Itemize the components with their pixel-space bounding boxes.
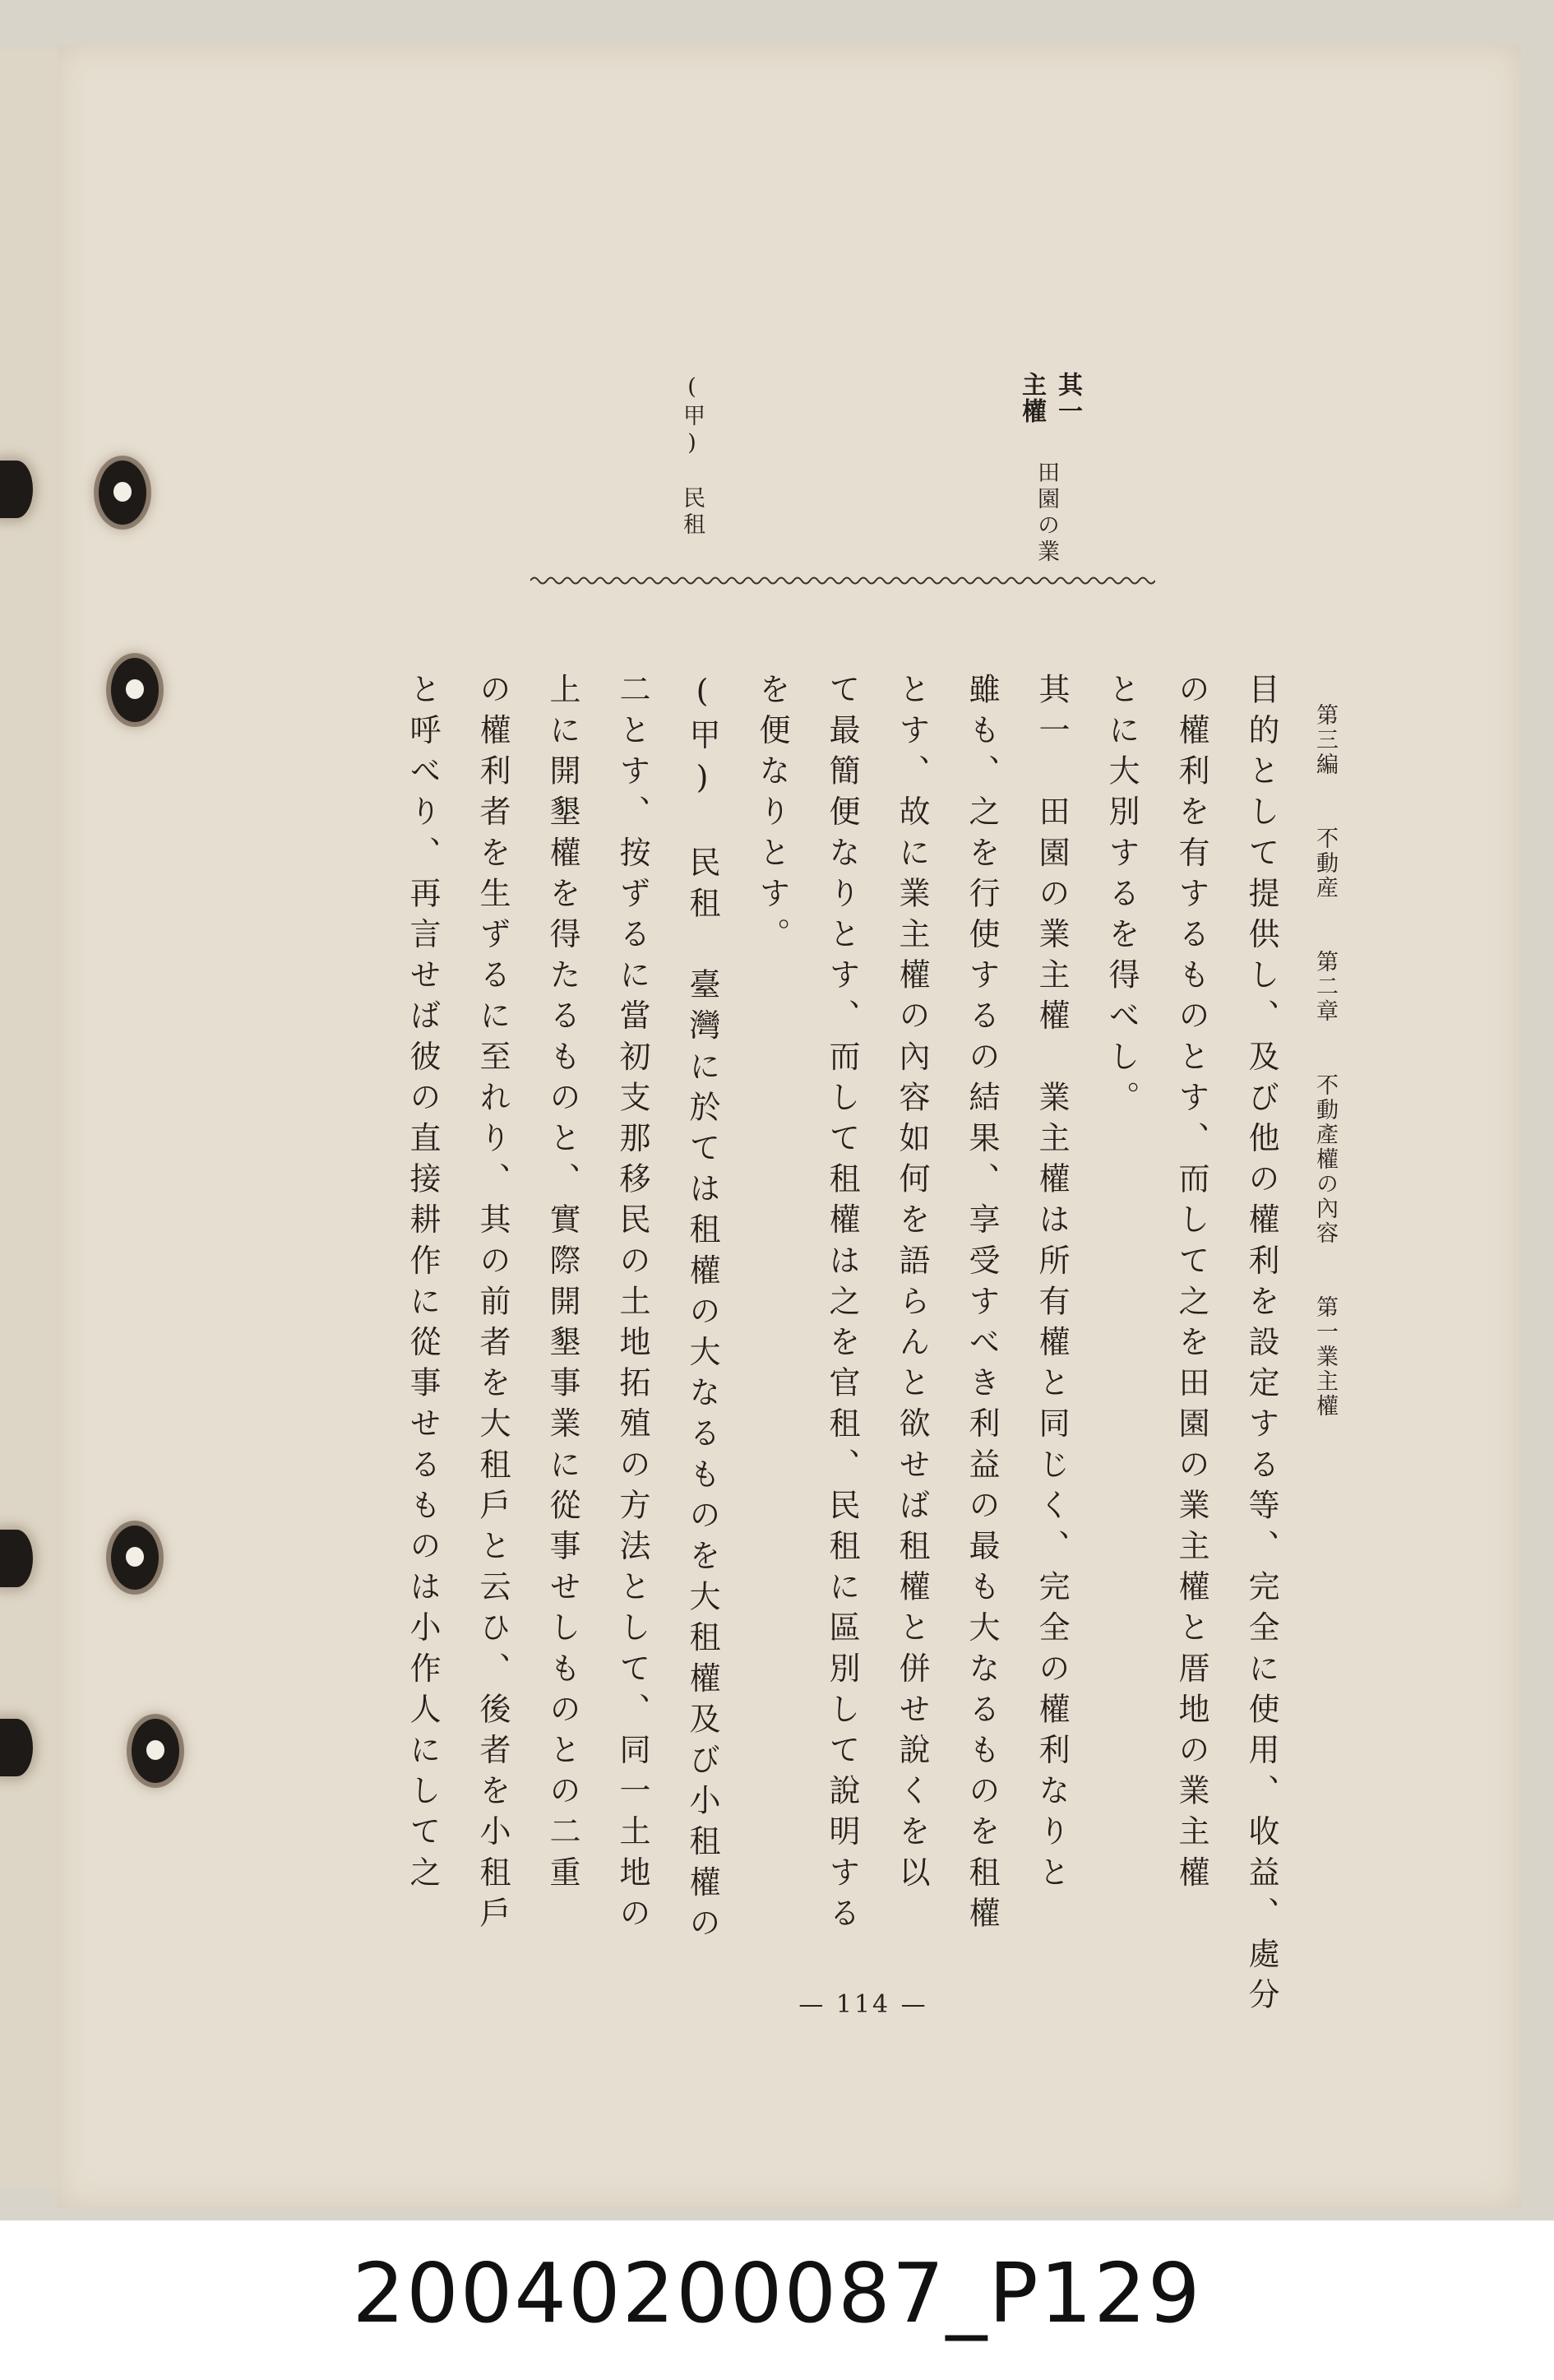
running-header	[1309, 703, 1341, 1419]
body-line: 雖も、之を行使するの結果、享受すべき利益の最も大なるものを租權	[964, 673, 1000, 1938]
body-line: (甲) 民租 臺灣に於ては租權の大なるものを大租權及び小租權の	[684, 673, 720, 1947]
punch-hole	[0, 461, 33, 518]
margin-section-subtitle: 田園の業	[1034, 461, 1059, 566]
body-line: と呼べり、再言せば彼の直接耕作に從事せるものは小作人にして之	[405, 673, 441, 1896]
punch-hole	[0, 1530, 33, 1587]
punch-hole	[99, 461, 146, 525]
header-chapter: 第二章	[1312, 950, 1338, 1024]
margin-subsection: (甲) 民租	[679, 374, 705, 539]
wavy-divider	[530, 573, 1155, 588]
file-id-caption: 20040200087_P129	[352, 2245, 1202, 2341]
margin-section-title: 其一 主權	[1017, 372, 1082, 424]
body-line: を便なりとす。	[754, 673, 790, 959]
document-page	[58, 45, 1521, 2208]
body-line: 其一 田園の業主權 業主權は所有權と同じく、完全の權利なりと	[1034, 673, 1070, 1896]
body-line: とに大別するを得べし。	[1103, 673, 1140, 1122]
header-chapter-title: 不動產權の內容	[1312, 1073, 1338, 1246]
header-subject: 不動産	[1312, 827, 1338, 901]
header-part: 第三編	[1312, 703, 1338, 777]
punch-hole	[111, 1526, 159, 1590]
punch-hole	[0, 1719, 33, 1776]
header-section: 第一業主權	[1312, 1295, 1338, 1419]
body-line: の權利者を生ずるに至れり、其の前者を大租戶と云ひ、後者を小租戶	[474, 673, 511, 1938]
page-number: — 114 —	[798, 1990, 928, 2019]
punch-hole	[111, 658, 159, 722]
body-line: 二とす、按ずるに當初支那移民の土地拓殖の方法として、同一土地の	[614, 673, 650, 1938]
body-line: とす、故に業主權の內容如何を語らんと欲せば租權と併せ說くを以	[894, 673, 930, 1896]
punch-hole	[132, 1719, 179, 1783]
body-line: 目的として提供し、及び他の權利を設定する等、完全に使用、收益、處分	[1243, 673, 1279, 2019]
body-line: て最簡便なりとす、而して租權は之を官租、民租に區別して說明する	[824, 673, 860, 1938]
body-line: 上に開墾權を得たるものと、實際開墾事業に從事せしものとの二重	[544, 673, 580, 1896]
body-line: の權利を有するものとす、而して之を田園の業主權と厝地の業主權	[1173, 673, 1209, 1896]
